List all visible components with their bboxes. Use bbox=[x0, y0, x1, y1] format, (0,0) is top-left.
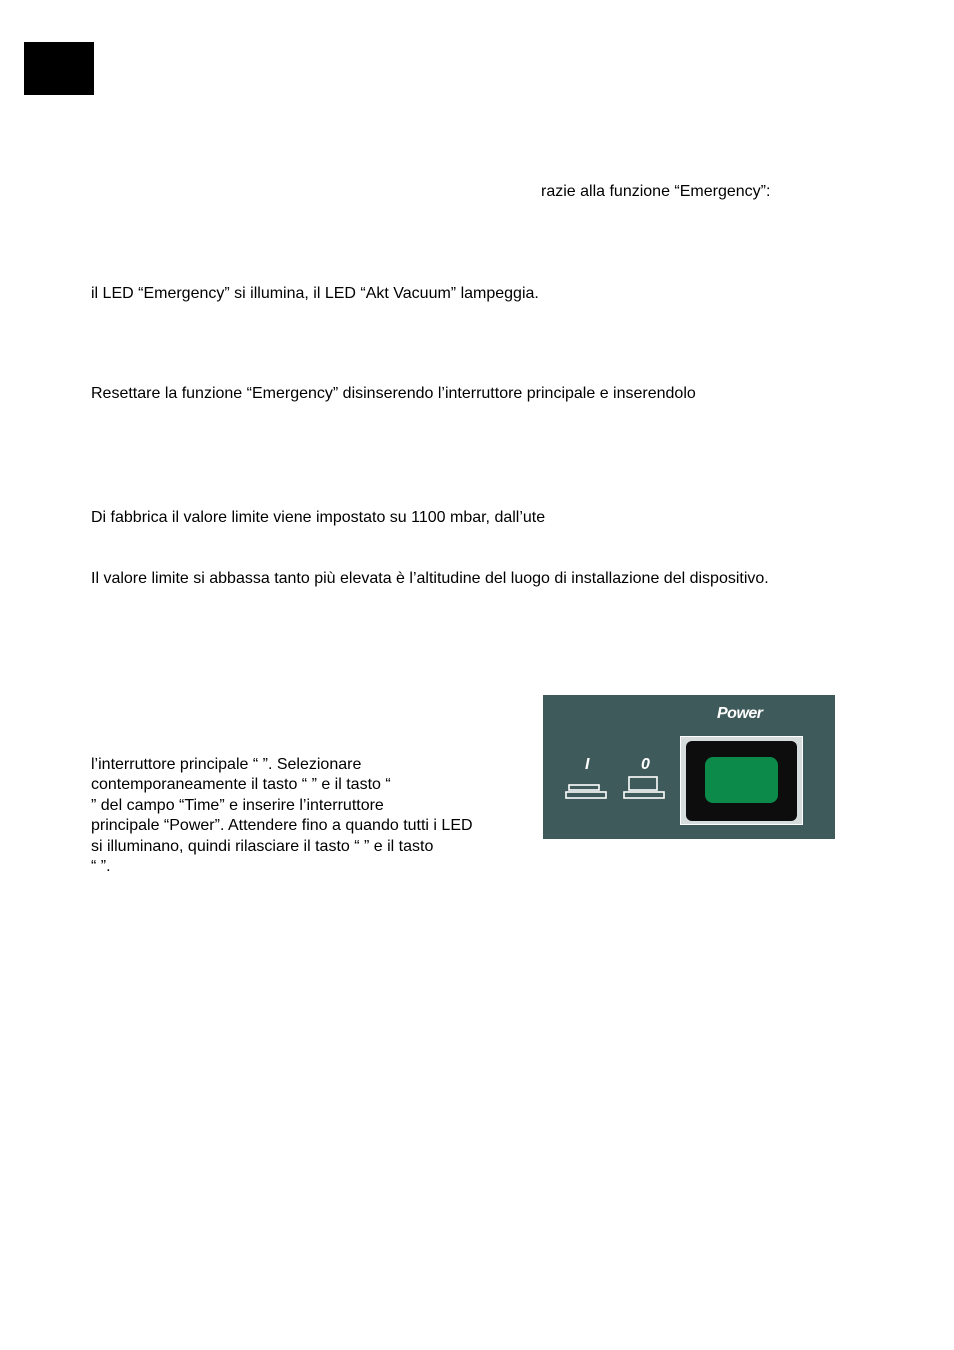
text-line-emergency-intro: razie alla funzione “Emergency”: bbox=[541, 183, 771, 200]
power-rocker-button[interactable] bbox=[705, 757, 778, 803]
text-line-factory-limit: Di fabbrica il valore limite viene impostato su 1100 mbar, dall’ute bbox=[91, 509, 546, 526]
paragraph-line: l’interruttore principale “ ”. Selezionare bbox=[91, 756, 362, 773]
paragraph-line: contemporaneamente il tasto “ ” e il tasto “ bbox=[91, 776, 391, 794]
text-line-reset-instruction: Resettare la funzione “Emergency” disinserendo l’interruttore principale e inserendolo bbox=[91, 385, 696, 402]
on-symbol: I bbox=[585, 756, 590, 773]
paragraph-line: principale “Power”. Attendere fino a quando tutti i LED bbox=[91, 817, 473, 835]
on-indicator-icon bbox=[565, 783, 609, 801]
power-label: Power bbox=[717, 705, 763, 722]
text-line-altitude-note: Il valore limite si abbassa tanto più elevata è l’altitudine del luogo di installazione del dispositivo. bbox=[91, 570, 769, 587]
paragraph-line: “ ”. bbox=[91, 858, 111, 876]
off-indicator-icon bbox=[623, 775, 667, 801]
page-marker-block bbox=[24, 42, 94, 95]
instruction-paragraph bbox=[91, 755, 521, 877]
paragraph-line: ” del campo “Time” e inserire l’interruttore bbox=[91, 796, 384, 814]
power-switch-panel bbox=[543, 695, 835, 839]
paragraph-line: si illuminano, quindi rilasciare il tasto “ ” e il tasto bbox=[91, 837, 434, 855]
off-symbol: 0 bbox=[641, 756, 650, 773]
power-switch-frame bbox=[680, 736, 803, 825]
power-switch-housing bbox=[686, 741, 797, 821]
text-line-led-status: il LED “Emergency” si illumina, il LED “Akt Vacuum” lampeggia. bbox=[91, 285, 539, 302]
